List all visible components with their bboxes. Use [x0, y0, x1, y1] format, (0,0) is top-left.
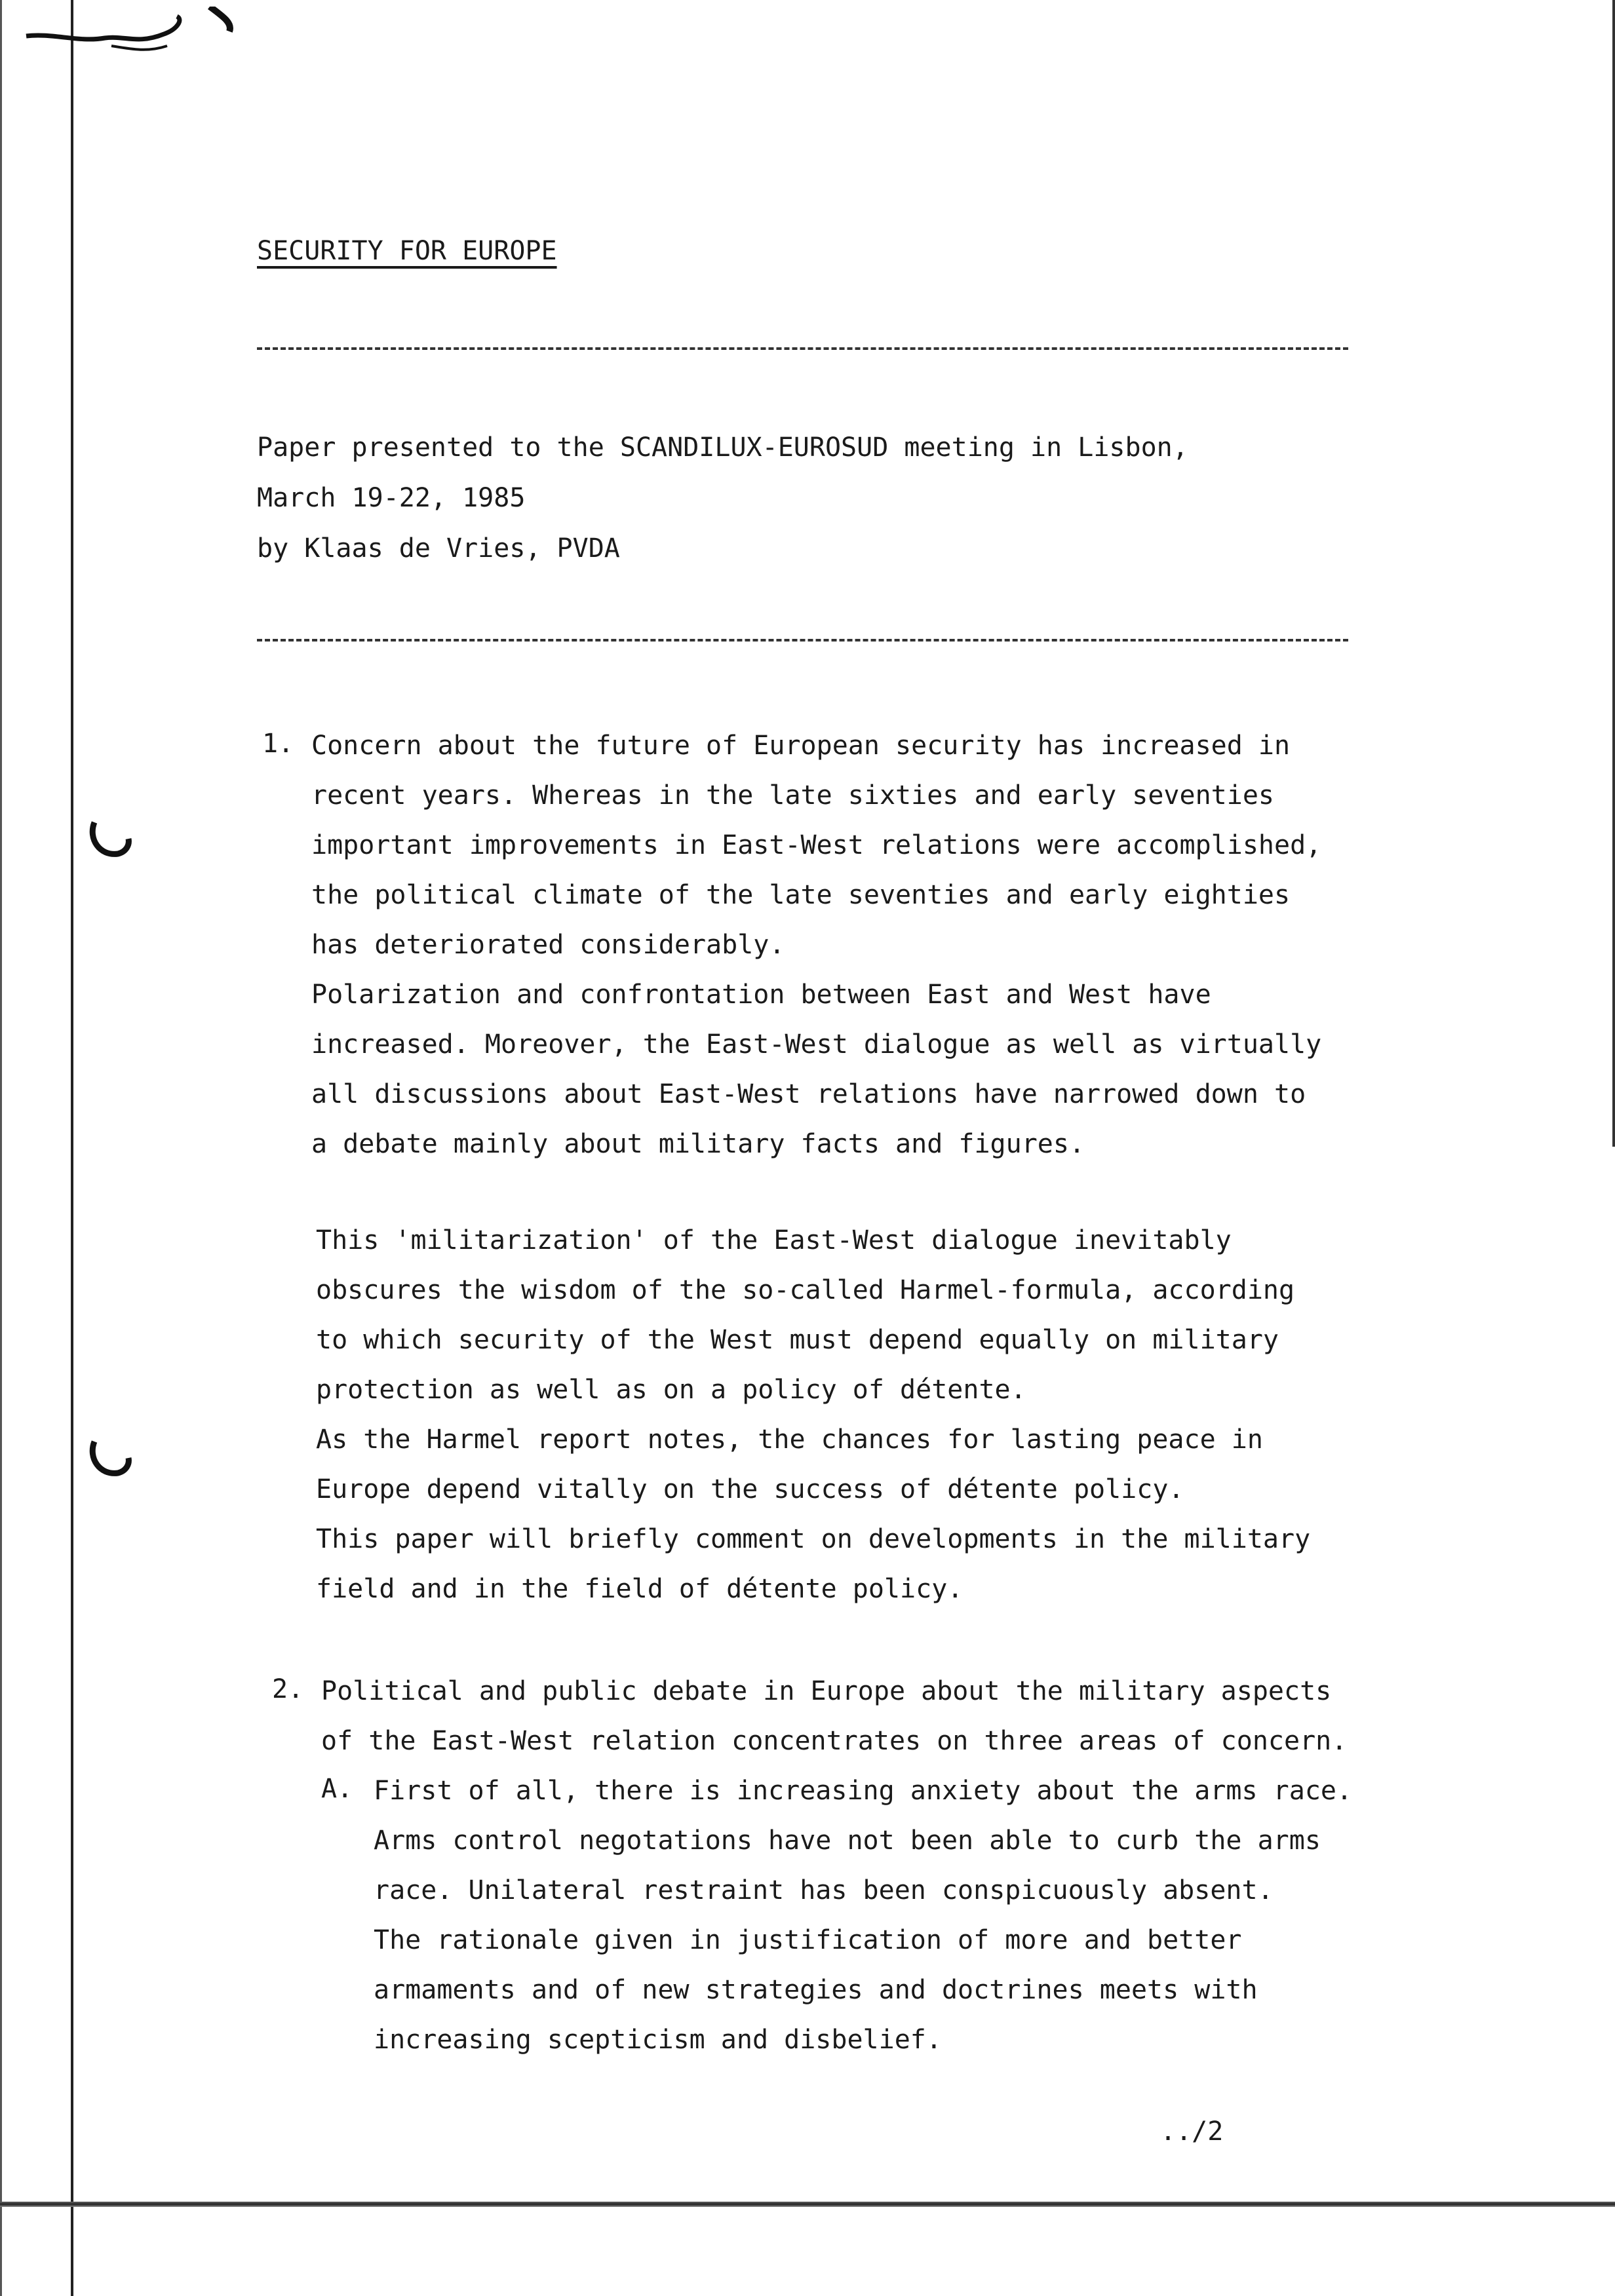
text-line: Europe depend vitally on the success of détente policy.	[316, 1474, 1184, 1504]
page-continuation-marker: ../2	[1160, 2116, 1224, 2147]
text-line: armaments and of new strategies and doctrines meets with	[374, 1975, 1258, 2005]
text-line: of the East-West relation concentrates on three areas of concern.	[321, 1726, 1348, 1756]
section-number: 1.	[262, 729, 294, 759]
dashed-divider	[257, 639, 1348, 641]
text-line: all discussions about East-West relations have narrowed down to	[311, 1079, 1306, 1109]
text-line: to which security of the West must depend equally on military	[316, 1325, 1279, 1355]
paper-info-venue: Paper presented to the SCANDILUX-EUROSUD meeting in Lisbon,	[257, 432, 1188, 463]
section-2-intro	[321, 1666, 1347, 1766]
punch-hole-mark-icon	[87, 1435, 132, 1481]
text-line: important improvements in East-West relations were accomplished,	[311, 830, 1322, 860]
dashed-divider	[257, 347, 1348, 350]
item-label: A.	[321, 1774, 353, 1804]
text-line: This paper will briefly comment on developments in the military	[316, 1524, 1311, 1554]
paper-info-author: by Klaas de Vries, PVDA	[257, 533, 620, 564]
text-line: This 'militarization' of the East-West dialogue inevitably	[316, 1225, 1232, 1255]
document-title: SECURITY FOR EUROPE	[257, 236, 557, 266]
text-line: Arms control negotations have not been able to curb the arms	[374, 1826, 1321, 1856]
text-line: protection as well as on a policy of détente.	[316, 1375, 1026, 1405]
paper-info	[257, 423, 1188, 574]
handwritten-mark-icon	[13, 7, 236, 59]
paper-info-date: March 19-22, 1985	[257, 483, 526, 513]
text-line: As the Harmel report notes, the chances for lasting peace in	[316, 1425, 1263, 1455]
text-line: increasing scepticism and disbelief.	[374, 2025, 942, 2055]
scan-left-edge	[0, 0, 2, 2296]
text-line: field and in the field of détente policy.	[316, 1574, 963, 1604]
text-line: the political climate of the late seventies and early eighties	[311, 880, 1291, 910]
text-line: obscures the wisdom of the so-called Harmel-formula, according	[316, 1275, 1295, 1305]
punch-hole-mark-icon	[87, 816, 132, 862]
section-1-paragraph-2	[316, 1215, 1310, 1614]
text-line: a debate mainly about military facts and figures.	[311, 1129, 1085, 1159]
text-line: Concern about the future of European security has increased in	[311, 731, 1291, 761]
text-line: increased. Moreover, the East-West dialogue as well as virtually	[311, 1029, 1322, 1060]
text-line: The rationale given in justification of more and better	[374, 1925, 1242, 1955]
text-line: has deteriorated considerably.	[311, 930, 785, 960]
text-line: race. Unilateral restraint has been conspicuously absent.	[374, 1875, 1274, 1905]
margin-rule	[71, 0, 73, 2296]
scan-bottom-rule	[0, 2202, 1615, 2207]
text-line: Polarization and confrontation between East and West have	[311, 980, 1211, 1010]
text-line: Political and public debate in Europe about the military aspects	[321, 1676, 1332, 1706]
text-line: recent years. Whereas in the late sixties and early seventies	[311, 780, 1275, 811]
section-number: 2.	[272, 1674, 304, 1704]
section-2-item-a	[374, 1766, 1352, 2065]
section-1-paragraph-1	[311, 721, 1321, 1169]
text-line: First of all, there is increasing anxiety about the arms race.	[374, 1776, 1353, 1806]
scan-right-edge	[1612, 0, 1615, 1147]
